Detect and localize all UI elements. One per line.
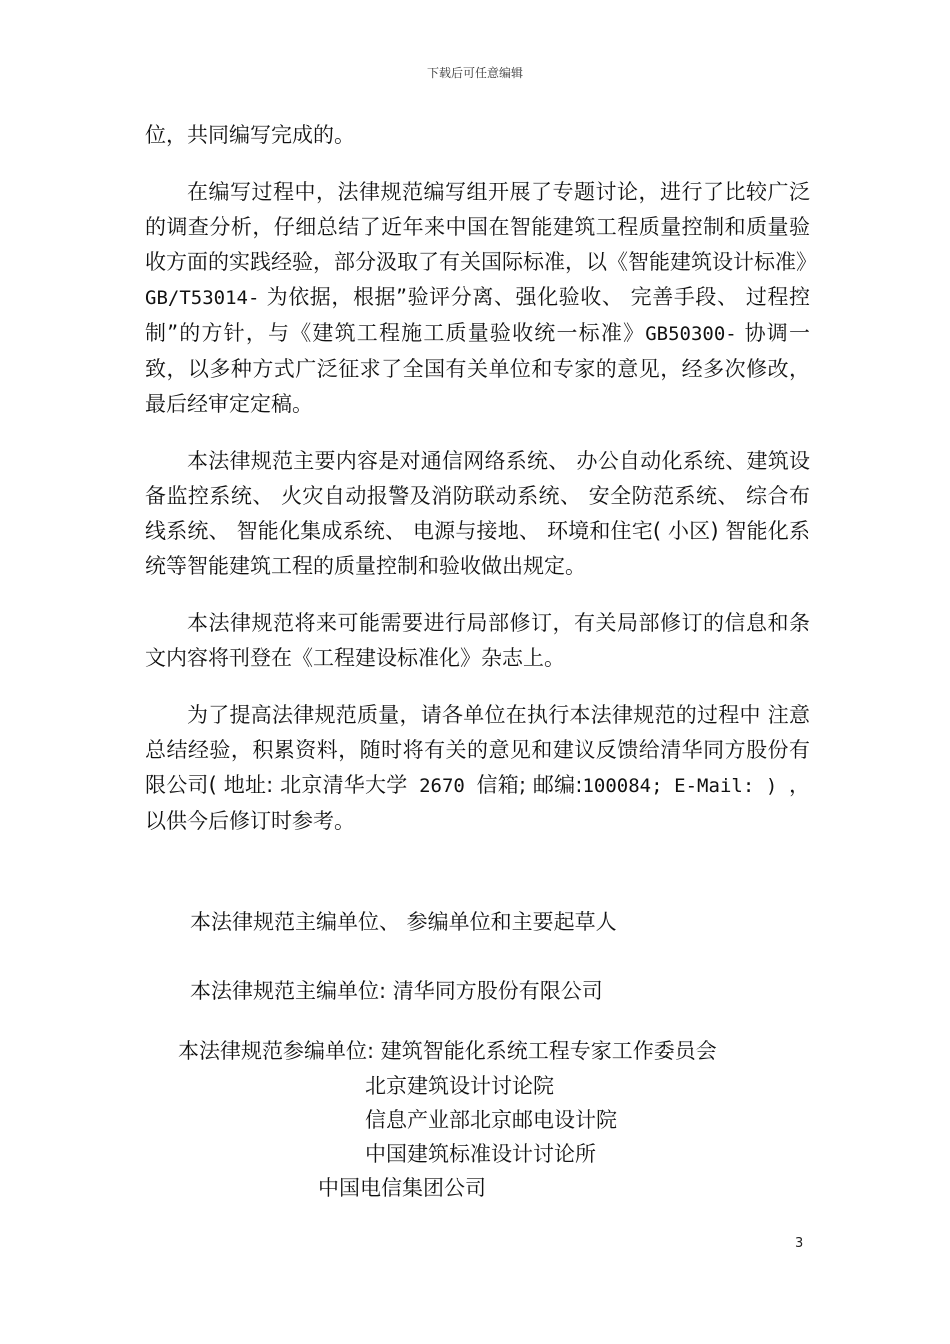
paragraph-text: 为了提高法律规范质量，请各单位在执行本法律规范的过程中 注意总结经验，积累资料，随时将有关的意见和建议反馈给清华同方股份有限公司( 地址: 北京清华大学 (145, 703, 810, 797)
paragraph-text: 协调一致，以多种方式广泛征求了全国有关单位和专家的意见，经多次修改，最后经审定定稿。 (145, 321, 810, 416)
paragraph-text: 在编写过程中，法律规范编写组开展了专题讨论，进行了比较广泛的调查分析，仔细总结了近年来中国在智能建筑工程质量控制和质量验收方面的实践经验，部分汲取了有关国际标准，以《智能建筑设计标准》 (145, 180, 817, 274)
page-number: 3 (795, 1236, 804, 1251)
signature-section-title: 本法律规范主编单位、 参编单位和主要起草人 (190, 910, 617, 934)
document-body (145, 118, 817, 861)
paragraph-text: 为依据，根据”验评分离、强化验收、 完善手段、 过程控制”的方针，与《建筑工程施工质量验收统一标准》 (145, 285, 810, 345)
participant-unit: 中国电信集团公司 (318, 1176, 486, 1200)
chief-editor-unit: 本法律规范主编单位: 清华同方股份有限公司 (190, 979, 603, 1003)
participant-units-label: 本法律规范参编单位: 建筑智能化系统工程专家工作委员会 (178, 1039, 717, 1063)
participant-unit: 信息产业部北京邮电设计院 (365, 1108, 617, 1132)
paragraph-main-content: 本法律规范主要内容是对通信网络系统、 办公自动化系统、建筑设备监控系统、 火灾自动报警及消防联动系统、 安全防范系统、 综合布线系统、 智能化集成系统、 电源与接地、 环境和住宅( 小区) 智能化系统等智能建筑工程的质量控制和验收做出规定。 (145, 449, 810, 578)
paragraph-text: 信箱; 邮编: (476, 773, 583, 797)
postcode-email: 100084; E-Mail: ) (582, 775, 790, 797)
paragraph-writing-process (145, 175, 817, 422)
paragraph-text: ，以供今后修订时参考。 (145, 773, 811, 833)
page-header: 下载后可任意编辑 (426, 66, 523, 80)
mailbox-number: 2670 (407, 775, 477, 797)
paragraph-feedback (145, 698, 810, 839)
participant-unit: 中国建筑标准设计讨论所 (365, 1142, 596, 1166)
participant-unit: 北京建筑设计讨论院 (365, 1074, 554, 1098)
paragraph-revision-notice: 本法律规范将来可能需要进行局部修订，有关局部修订的信息和条文内容将刊登在《工程建设标准化》杂志上。 (145, 611, 810, 670)
standard-code: GB/T53014- (145, 287, 260, 309)
standard-code: GB50300- (645, 323, 737, 345)
paragraph-continuation: 位，共同编写完成的。 (145, 123, 355, 147)
